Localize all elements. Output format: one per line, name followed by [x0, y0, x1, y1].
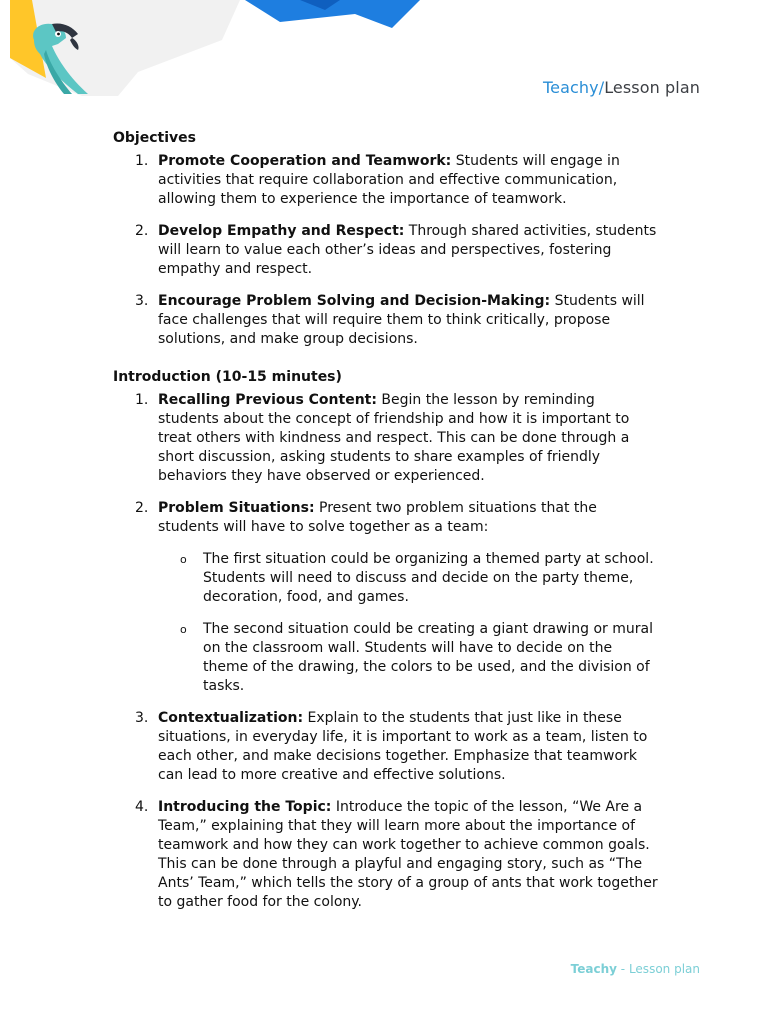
header-brand: Teachy/ [542, 78, 605, 97]
introduction-text: Introduce the topic of the lesson, “We Are a Team,” explaining that they will learn more about the importance of teamwork and how they can work together to achieve common goals. This can be done through a playful and engaging story, such as “The Ants’ Team,” which tells the story of a group of ants that work together to gather food for the colony. [158, 799, 658, 910]
bullet-marker: o [180, 553, 187, 566]
introduction-item [113, 391, 658, 486]
lesson-content [113, 129, 658, 925]
list-number: 1. [135, 392, 149, 408]
objectives-list [113, 152, 658, 349]
introduction-text: Begin the lesson by reminding students about the concept of friendship and how it is important to treat others with kindness and respect. This can be done through a short discussion, asking students to share examples of friendly behaviors they have observed or experienced. [158, 392, 630, 484]
footer [571, 962, 700, 976]
objective-item [113, 152, 658, 209]
list-number: 3. [135, 293, 149, 309]
objective-item [113, 292, 658, 349]
introduction-list [113, 391, 658, 912]
objectives-heading: Objectives [113, 130, 196, 146]
introduction-title: Recalling Previous Content: [158, 392, 377, 408]
objective-item [113, 222, 658, 279]
introduction-item [113, 709, 658, 785]
introduction-text: Present two problem situations that the students will have to solve together as a team: [158, 500, 597, 535]
introduction-title: Problem Situations: [158, 500, 315, 516]
introduction-heading: Introduction (10-15 minutes) [113, 369, 342, 385]
footer-doc-type: Lesson plan [628, 962, 700, 976]
list-number: 4. [135, 799, 149, 815]
sub-list-item [158, 550, 658, 607]
objective-text: Students will engage in activities that require collaboration and effective communication, allowing them to experience the importance of teamwork. [158, 153, 620, 207]
sub-list-item [158, 620, 658, 696]
introduction-item [113, 798, 658, 912]
sub-item-text: The first situation could be organizing a themed party at school. Students will need to discuss and decide on the party theme, decoration, food, and games. [203, 551, 654, 605]
bullet-marker: o [180, 623, 187, 636]
footer-brand: Teachy [570, 962, 617, 976]
introduction-title: Introducing the Topic: [158, 799, 332, 815]
objective-title: Encourage Problem Solving and Decision-Making: [158, 293, 551, 309]
footer-separator: - [616, 962, 629, 976]
header-doc-type: Lesson plan [604, 78, 700, 97]
introduction-title: Contextualization: [158, 710, 304, 726]
objective-title: Develop Empathy and Respect: [158, 223, 405, 239]
objective-text: Students will face challenges that will require them to think critically, propose solutions, and make group decisions. [158, 293, 645, 347]
list-number: 3. [135, 710, 149, 726]
objective-title: Promote Cooperation and Teamwork: [158, 153, 452, 169]
list-number: 2. [135, 223, 149, 239]
objective-text: Through shared activities, students will learn to value each other’s ideas and perspectives, fostering empathy and respect. [158, 223, 657, 277]
introduction-item [113, 499, 658, 696]
introduction-text: Explain to the students that just like in these situations, in everyday life, it is important to work as a team, listen to each other, and make decisions together. Emphasize that teamwork can lead to more creative and effective solutions. [158, 710, 648, 783]
header-title [543, 78, 700, 97]
list-number: 1. [135, 153, 149, 169]
sub-item-text: The second situation could be creating a giant drawing or mural on the classroom wall. Students will have to decide on the theme of the drawing, the colors to be used, and the division of tasks. [203, 621, 653, 694]
list-number: 2. [135, 500, 149, 516]
problem-situations-list [158, 550, 658, 696]
